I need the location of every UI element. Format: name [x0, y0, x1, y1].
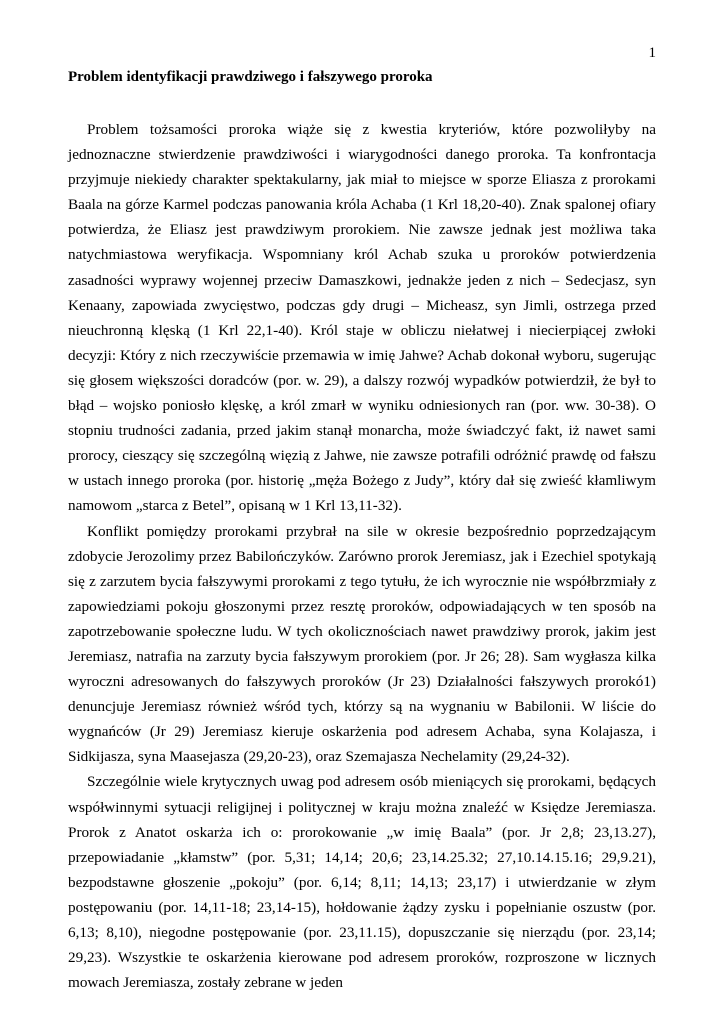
paragraph: Konflikt pomiędzy prorokami przybrał na sile w okresie bezpośrednio poprzedzającym zdobycie Jerozolimy przez Babilończyków. Zarówno prorok Jeremiasz, jak i Ezechiel spotykają się z zarzutem bycia fałszywymi prorokami z tego tytułu, że ich wyrocznie nie współbrzmiały z zapowiedziami pokoju głoszonymi przez resztę proroków, odpowiadających w ten sposób na zapotrzebowanie społeczne ludu. W tych okolicznościach nawet prawdziwy prorok, jakim jest Jeremiasz, natrafia na zarzuty bycia fałszywym prorokiem (por. Jr 26; 28). Sam wygłasza kilka wyroczni adresowanych do fałszywych proroków (Jr 23) Działalności fałszywych prorokó1) denuncjuje Jeremiasz również wśród tych, którzy są na wygnaniu w Babilonii. W liście do wygnańców (Jr 29) Jeremiasz kieruje oskarżenia pod adresem Achaba, syna Kolajasza, i Sidkijasza, syna Maasejasza (29,20-23), oraz Szemajasza Nechelamity (29,24-32). [68, 522, 656, 766]
document-title: Problem identyfikacji prawdziwego i fałszywego proroka [68, 69, 433, 85]
paragraph: Szczególnie wiele krytycznych uwag pod adresem osób mieniących się prorokami, będących współwinnymi sytuacji religijnej i politycznej w kraju można znaleźć w Księdze Jeremiasza. Prorok z Anatot oskarża ich o: prorokowanie „w imię Baala” (por. Jr 2,8; 23,13.27), przepowiadanie „kłamstw” (por. 5,31; 14,14; 20,6; 23,14.25.32; 27,10.14.15.16; 29,9.21), bezpodstawne głoszenie „pokoju” (por. 6,14; 8,11; 14,13; 23,17) i utwierdzanie w złym postępowaniu (por. 14,11-18; 23,14-15), hołdowanie żądzy zysku i popełnianie oszustw (por. 6,13; 8,10), niegodne postępowanie (por. 23,11.15), dopuszczanie się nierządu (por. 23,14; 29,23). Wszystkie te oskarżenia kierowane pod adresem proroków, rozproszone w licznych mowach Jeremiasza, zostały zebrane w jeden [68, 773, 656, 992]
document-body [68, 117, 656, 995]
page-number: 1 [648, 45, 656, 61]
paragraph: Problem tożsamości proroka wiąże się z kwestia kryteriów, które pozwoliłyby na jednoznaczne stwierdzenie prawdziwości i wiarygodności danego proroka. Ta konfrontacja przyjmuje niekiedy charakter spektakularny, jak miał to miejsce w sporze Eliasza z prorokami Baala na górze Karmel podczas panowania króla Achaba (1 Krl 18,20-40). Znak spalonej ofiary potwierdza, że Eliasz jest prawdziwym prorokiem. Nie zawsze jednak jest możliwa taka natychmiastowa weryfikacja. Wspomniany król Achab szuka u proroków potwierdzenia zasadności wyprawy wojennej przeciw Damaszkowi, jednakże jeden z nich – Sedecjasz, syn Kenaany, zapowiada zwycięstwo, podczas gdy drugi – Micheasz, syn Jimli, ostrzega przed nieuchronną klęską (1 Krl 22,1-40). Król staje w obliczu niełatwej i niecierpiącej zwłoki decyzji: Który z nich rzeczywiście przemawia w imię Jahwe? Achab dokonał wyboru, sugerując się głosem większości doradców (por. w. 29), a dalszy rozwój wypadków potwierdził, że był to błąd – wojsko poniosło klęskę, a król zmarł w wyniku odniesionych ran (por. ww. 30-38). O stopniu trudności zadania, przed jakim stanął monarcha, może świadczyć fakt, iż nawet sami prorocy, cieszący się szczególną więzią z Jahwe, nie zawsze potrafili odróżnić prawdę od fałszu w ustach innego proroka (por. historię „męża Bożego z Judy”, który dał się zwieść kłamliwym namowom „starca z Betel”, opisaną w 1 Krl 13,11-32). [68, 121, 656, 515]
